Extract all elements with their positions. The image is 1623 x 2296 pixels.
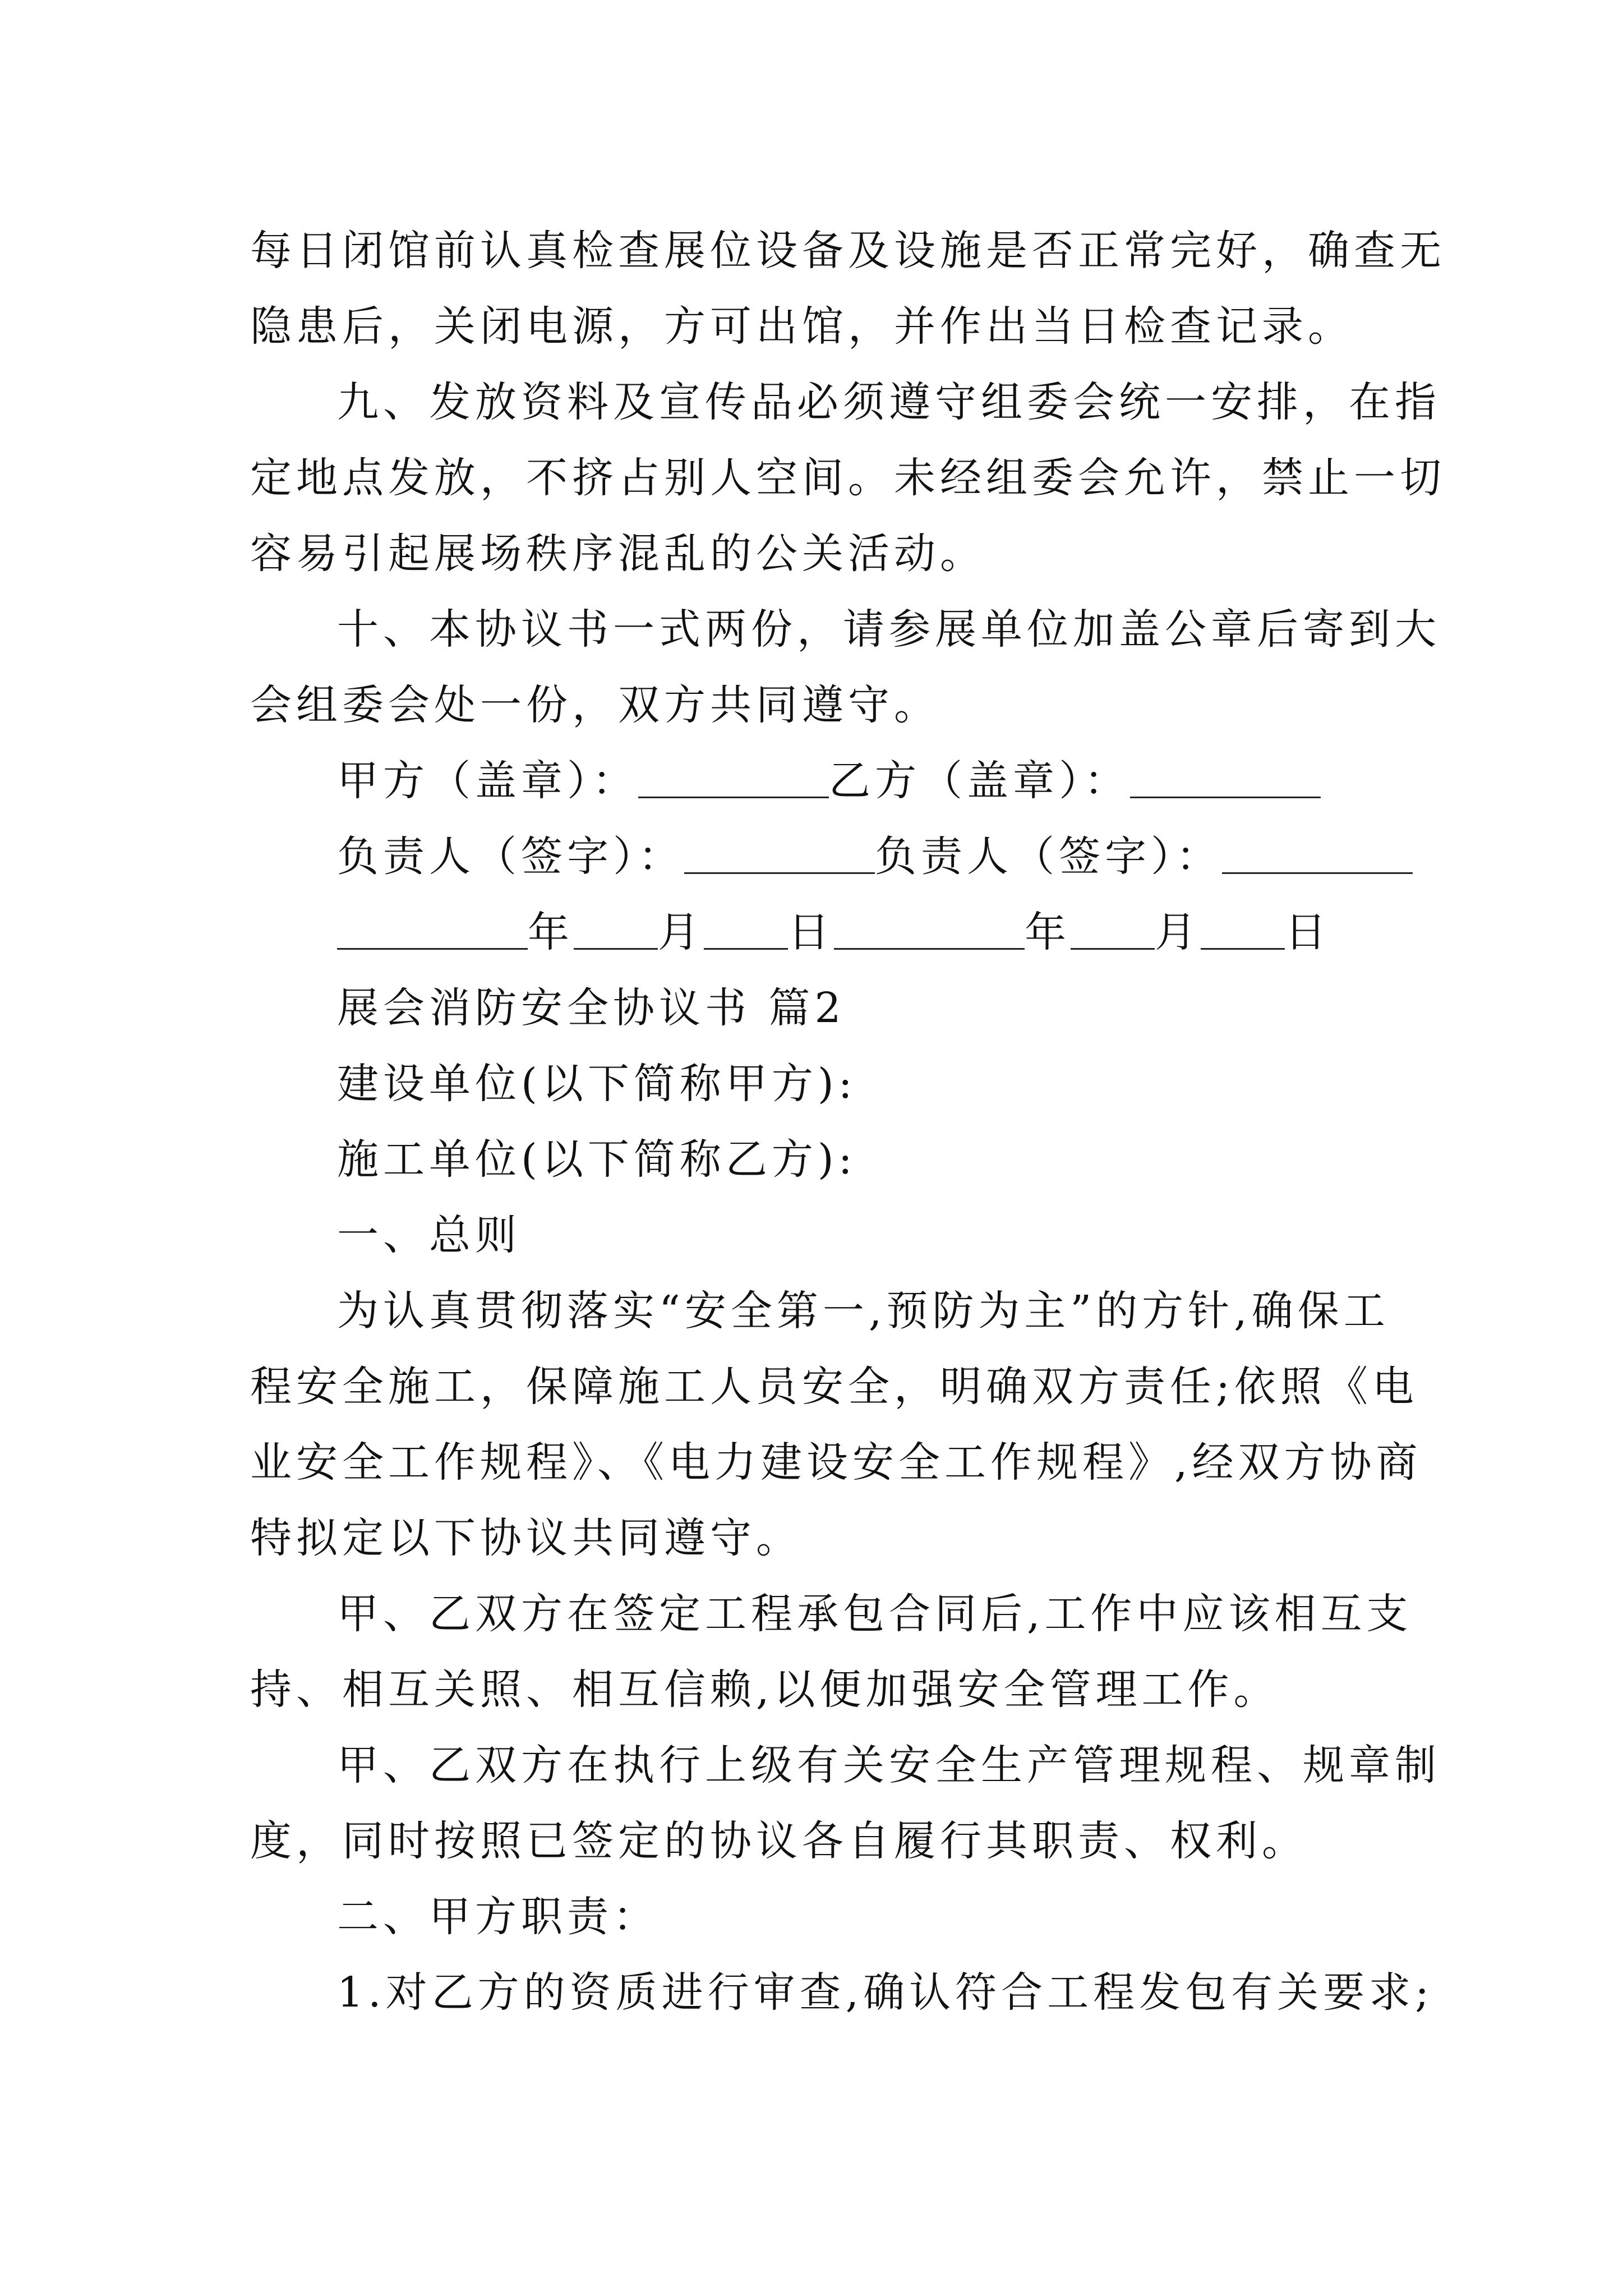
party-b-seal-blank [1130, 757, 1321, 798]
paragraph-line: 特拟定以下协议共同遵守。 [250, 1514, 802, 1562]
paragraph-line: 甲、乙双方在执行上级有关安全生产管理规程、规章制 [337, 1741, 1441, 1789]
heading-general: 一、总则 [337, 1211, 521, 1259]
party-a-signature-blank [684, 833, 875, 874]
paragraph-line: 持、相互关照、相互信赖,以便加强安全管理工作。 [250, 1665, 1280, 1714]
party-b-responsible-label: 负责人（签字）： [875, 832, 1222, 881]
paragraph-line: 业安全工作规程》、《电力建设安全工作规程》,经双方协商 [250, 1438, 1422, 1487]
clause-10-line: 十、本协议书一式两份，请参展单位加盖公章后寄到大 [337, 605, 1441, 654]
paragraph-line: 定地点发放，不挤占别人空间。未经组委会允许，禁止一切 [250, 454, 1446, 502]
month-blank-b [1071, 909, 1155, 950]
month-label: 月 [1155, 908, 1201, 956]
section-title: 展会消防安全协议书 篇2 [337, 984, 846, 1032]
month-label: 月 [658, 908, 704, 956]
builder-line: 建设单位(以下简称甲方): [337, 1060, 857, 1108]
party-a-seal-label: 甲方（盖章）： [337, 757, 638, 805]
document-page [250, 213, 1446, 2031]
party-b-seal-label: 乙方（盖章）： [829, 757, 1130, 805]
seal-row [250, 743, 1372, 819]
month-blank-a [574, 909, 658, 950]
paragraph-line: 甲、乙双方在签定工程承包合同后,工作中应该相互支 [337, 1590, 1413, 1638]
party-b-signature-blank [1222, 833, 1413, 874]
paragraph-line: 程安全施工，保障施工人员安全，明确双方责任;依照《电 [250, 1363, 1418, 1411]
year-label: 年 [1025, 908, 1071, 956]
party-a-seal-blank [638, 757, 829, 798]
day-blank-b [1201, 909, 1285, 950]
year-blank-b [834, 909, 1025, 950]
year-label: 年 [528, 908, 574, 956]
duty-item-1: 1.对乙方的资质进行审查,确认符合工程发包有关要求; [337, 1968, 1434, 2017]
signature-row [250, 819, 1372, 895]
paragraph-line: 每日闭馆前认真检查展位设备及设施是否正常完好，确查无 [250, 227, 1446, 275]
clause-9-line: 九、发放资料及宣传品必须遵守组委会统一安排，在指 [337, 378, 1441, 426]
paragraph-line: 度，同时按照已签定的协议各自履行其职责、权利。 [250, 1817, 1308, 1865]
paragraph-line: 隐患后，关闭电源，方可出馆，并作出当日检查记录。 [250, 302, 1354, 351]
paragraph-line: 会组委会处一份，双方共同遵守。 [250, 681, 940, 729]
year-blank-a [337, 909, 528, 950]
date-row [250, 895, 1372, 970]
paragraph-line: 容易引起展场秩序混乱的公关活动。 [250, 530, 986, 578]
day-label: 日 [788, 908, 834, 956]
party-a-responsible-label: 负责人（签字）： [337, 832, 684, 881]
paragraph-line: 为认真贯彻落实“安全第一,预防为主”的方针,确保工 [337, 1287, 1390, 1335]
day-label: 日 [1285, 908, 1331, 956]
day-blank-a [704, 909, 788, 950]
heading-party-a-duties: 二、甲方职责： [337, 1893, 659, 1941]
constructor-line: 施工单位(以下简称乙方): [337, 1135, 857, 1184]
